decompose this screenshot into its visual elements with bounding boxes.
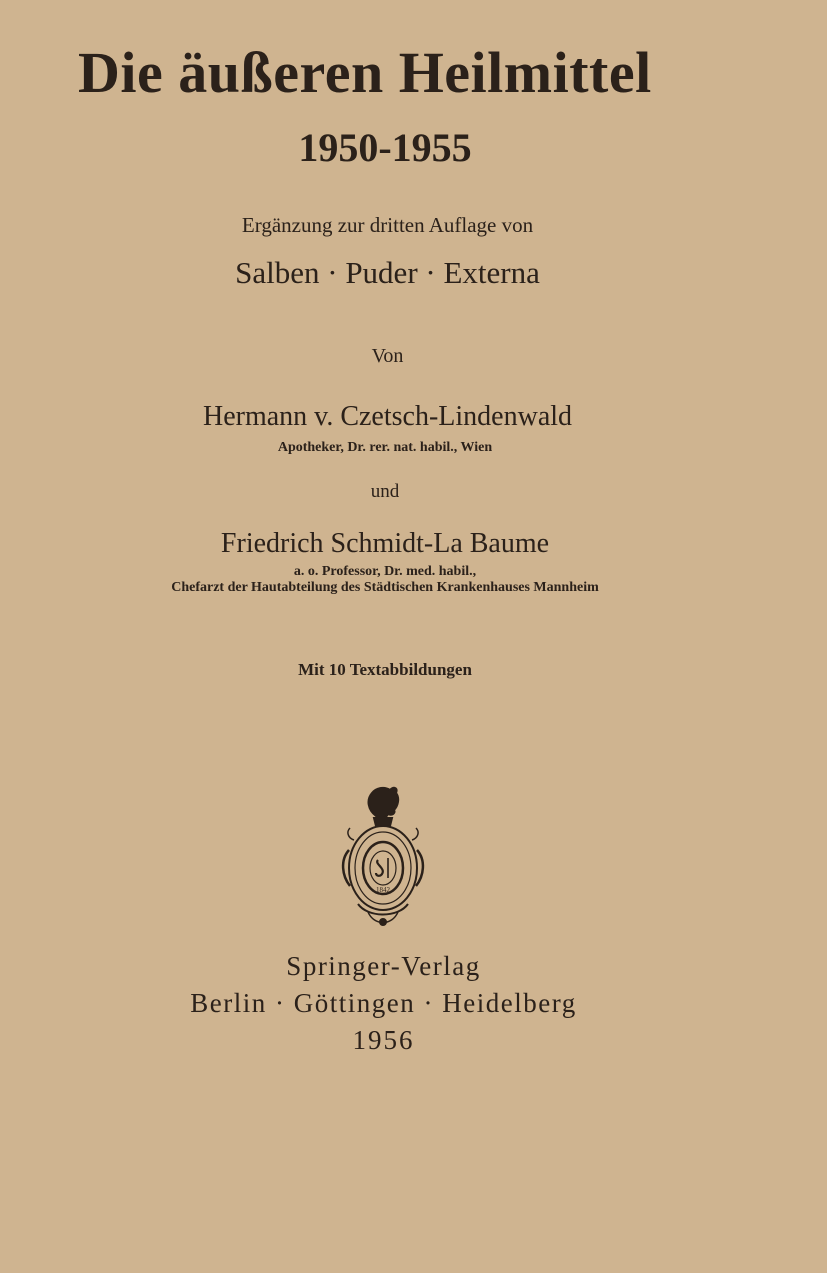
and-label: und <box>370 481 400 502</box>
springer-horse-head-emblem-icon <box>338 780 428 930</box>
publication-year: 1956 <box>352 1025 415 1055</box>
author-1-name: Hermann v. Czetsch-Lindenwald <box>202 401 573 432</box>
author-2-affiliation-line-1: a. o. Professor, Dr. med. habil., <box>293 564 477 579</box>
book-title: Die äußeren Heilmittel <box>78 40 652 105</box>
figures-note: Mit 10 Textabbildungen <box>298 660 472 679</box>
by-label: Von <box>371 345 404 367</box>
author-2-name: Friedrich Schmidt-La Baume <box>220 528 550 559</box>
publisher-cities: Berlin · Göttingen · Heidelberg <box>190 988 577 1018</box>
author-2-affiliation-line-2: Chefarzt der Hautabteilung des Städtischen Krankenhauses Mannheim <box>171 580 599 595</box>
author-1-affiliation: Apotheker, Dr. rer. nat. habil., Wien <box>277 440 493 455</box>
subjects-line: Salben · Puder · Externa <box>235 255 540 290</box>
emblem-year: 1842 <box>376 886 390 894</box>
book-years: 1950-1955 <box>298 125 472 170</box>
publisher-name: Springer-Verlag <box>286 951 481 981</box>
supplement-line: Ergänzung zur dritten Auflage von <box>241 213 534 237</box>
